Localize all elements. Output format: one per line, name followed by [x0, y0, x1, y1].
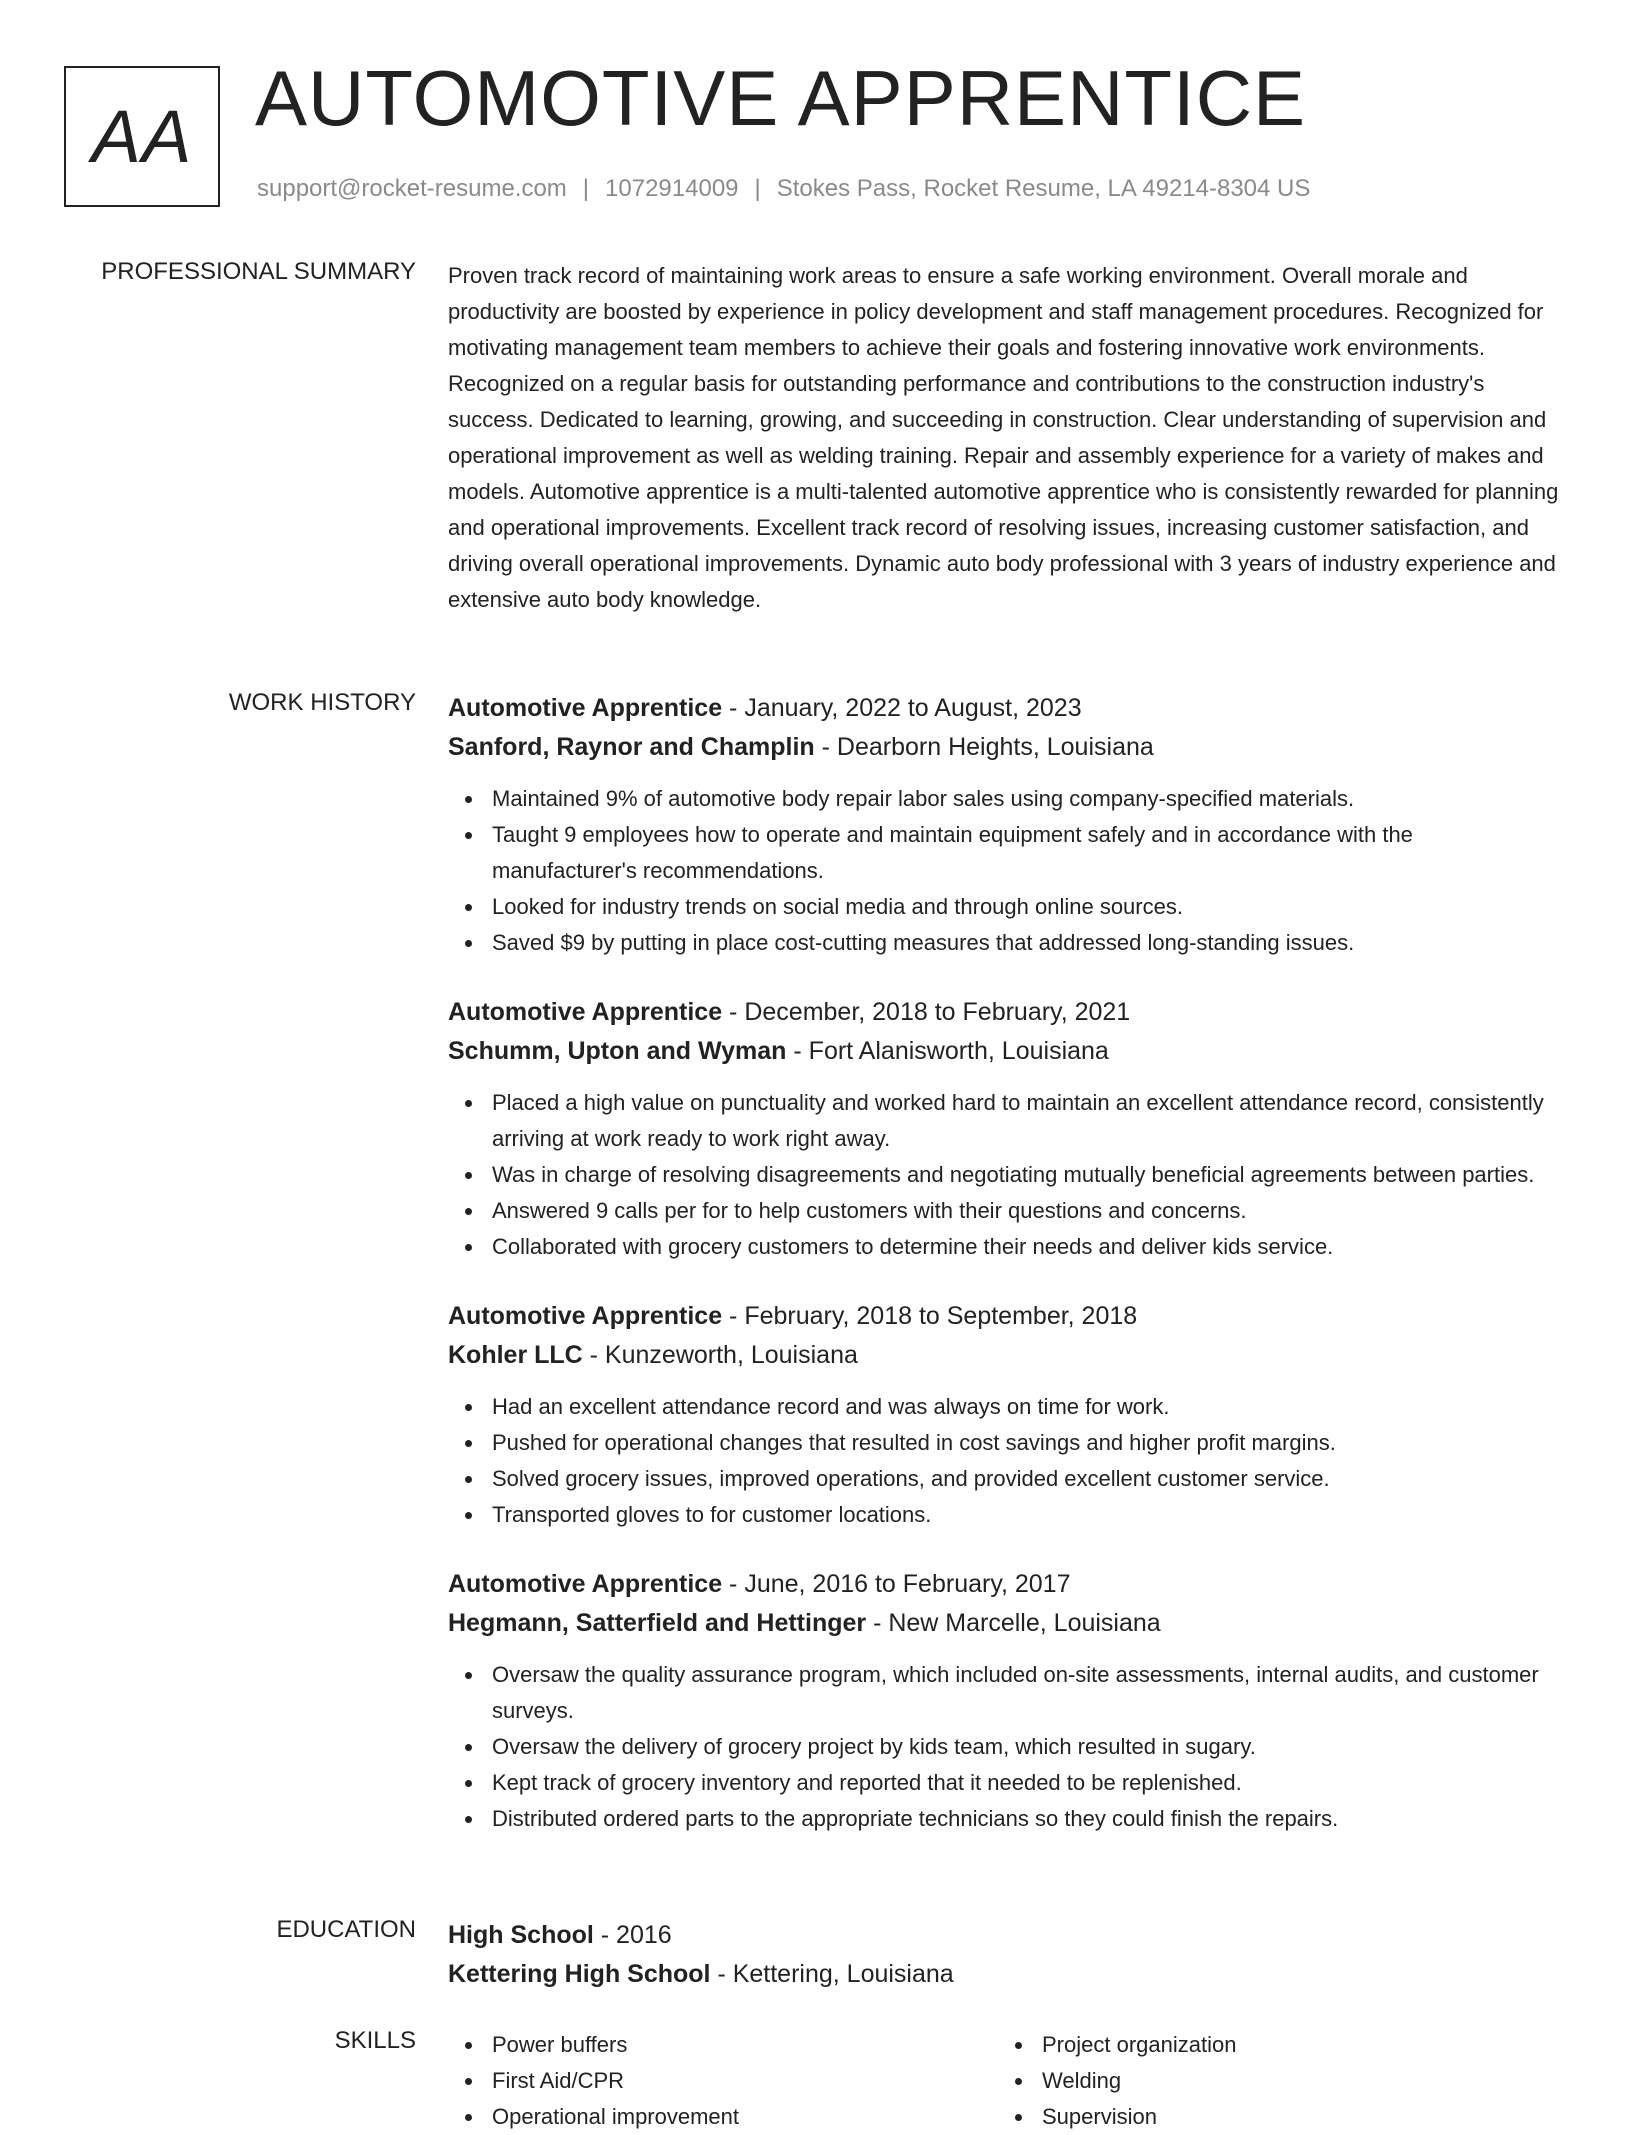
job-bullets	[448, 1657, 1563, 1837]
contact-separator: |	[582, 175, 590, 202]
monogram-logo: AA	[64, 66, 220, 207]
job-bullet: Pushed for operational changes that resulted in cost savings and higher profit margins.	[492, 1425, 1563, 1461]
job-bullets	[448, 1085, 1563, 1265]
skills-columns	[448, 2027, 1563, 2135]
job-location: - New Marcelle, Louisiana	[866, 1609, 1161, 1637]
job-bullet: Collaborated with grocery customers to determine their needs and deliver kids service.	[492, 1229, 1563, 1265]
job-company-line	[448, 1032, 1563, 1071]
job-dates: - December, 2018 to February, 2021	[722, 998, 1131, 1026]
education-school: Kettering High School	[448, 1960, 711, 1988]
job-bullet: Transported gloves to for customer locations.	[492, 1497, 1563, 1533]
education-body	[448, 1916, 1563, 1994]
job-bullet: Kept track of grocery inventory and reported that it needed to be replenished.	[492, 1765, 1563, 1801]
job-location: - Dearborn Heights, Louisiana	[814, 733, 1154, 761]
job-title: Automotive Apprentice	[448, 998, 723, 1026]
job-company: Sanford, Raynor and Champlin	[448, 733, 815, 761]
education-degree-line	[448, 1916, 1563, 1955]
job-title: Automotive Apprentice	[448, 1570, 723, 1598]
job-company-line	[448, 1604, 1563, 1643]
contact-phone[interactable]: 1072914009	[605, 175, 739, 202]
summary-text: Proven track record of maintaining work areas to ensure a safe working environment. Overall morale and productivity are boosted by experience in policy development and staff management procedures. Recognized for motivating management team members to achieve their goals and fostering innovative work environments. Recognized on a regular basis for outstanding performance and contributions to the construction industry's success. Dedicated to learning, growing, and succeeding in construction. Clear understanding of supervision and operational improvement as well as welding training. Repair and assembly experience for a variety of makes and models. Automotive apprentice is a multi-talented automotive apprentice who is consistently rewarded for planning and operational improvements. Excellent track record of resolving issues, increasing customer satisfaction, and driving overall operational improvements. Dynamic auto body professional with 3 years of industry experience and extensive auto body knowledge.	[448, 263, 1559, 612]
job-company: Hegmann, Satterfield and Hettinger	[448, 1609, 867, 1637]
job-company-line	[448, 728, 1563, 767]
job-bullet: Maintained 9% of automotive body repair labor sales using company-specified materials.	[492, 781, 1563, 817]
section-label-education: EDUCATION	[276, 1916, 416, 1943]
skill-item: Power buffers	[492, 2027, 998, 2063]
job-dates: - June, 2016 to February, 2017	[722, 1570, 1071, 1598]
section-label-work: WORK HISTORY	[228, 689, 416, 716]
education-school-line	[448, 1955, 1563, 1994]
section-label-skills: SKILLS	[334, 2027, 416, 2054]
skills-column-right	[998, 2027, 1548, 2135]
contact-line	[257, 175, 1310, 203]
job-bullet: Was in charge of resolving disagreements and negotiating mutually beneficial agreements between parties.	[492, 1157, 1563, 1193]
job-bullet: Had an excellent attendance record and was always on time for work.	[492, 1389, 1563, 1425]
job-entry	[448, 1297, 1563, 1533]
job-dates: - February, 2018 to September, 2018	[722, 1302, 1138, 1330]
job-bullet: Taught 9 employees how to operate and maintain equipment safely and in accordance with the manufacturer's recommendations.	[492, 817, 1563, 889]
section-label-summary: PROFESSIONAL SUMMARY	[101, 258, 416, 285]
skill-item: Welding	[1042, 2063, 1548, 2099]
job-dates: - January, 2022 to August, 2023	[722, 694, 1082, 722]
skills-list-right	[998, 2027, 1548, 2135]
contact-email[interactable]: support@rocket-resume.com	[257, 175, 567, 202]
job-bullet: Oversaw the quality assurance program, which included on-site assessments, internal audits, and customer surveys.	[492, 1657, 1563, 1729]
job-bullet: Placed a high value on punctuality and worked hard to maintain an excellent attendance record, consistently arriving at work ready to work right away.	[492, 1085, 1563, 1157]
work-history-body	[448, 689, 1563, 1869]
job-title-line	[448, 689, 1563, 728]
contact-separator: |	[754, 175, 761, 202]
job-bullet: Oversaw the delivery of grocery project by kids team, which resulted in sugary.	[492, 1729, 1563, 1765]
job-title-line	[448, 993, 1563, 1032]
job-bullet: Looked for industry trends on social media and through online sources.	[492, 889, 1563, 925]
job-entry	[448, 689, 1563, 961]
job-title-line	[448, 1297, 1563, 1336]
job-location: - Fort Alanisworth, Louisiana	[786, 1037, 1109, 1065]
job-company-line	[448, 1336, 1563, 1375]
contact-address: Stokes Pass, Rocket Resume, LA 49214-8304 US	[776, 175, 1311, 202]
job-bullet: Distributed ordered parts to the appropriate technicians so they could finish the repairs.	[492, 1801, 1563, 1837]
skills-list-left	[448, 2027, 998, 2135]
job-bullet: Solved grocery issues, improved operations, and provided excellent customer service.	[492, 1461, 1563, 1497]
skills-column-left	[448, 2027, 998, 2135]
job-bullet: Answered 9 calls per for to help customers with their questions and concerns.	[492, 1193, 1563, 1229]
summary-body	[448, 258, 1563, 618]
skill-item: Supervision	[1042, 2099, 1548, 2135]
candidate-name: AUTOMOTIVE APPRENTICE	[255, 54, 1307, 142]
job-title: Automotive Apprentice	[448, 1302, 723, 1330]
job-bullet: Saved $9 by putting in place cost-cutting measures that addressed long-standing issues.	[492, 925, 1563, 961]
job-title: Automotive Apprentice	[448, 694, 723, 722]
skill-item: Operational improvement	[492, 2099, 998, 2135]
skill-item: Project organization	[1042, 2027, 1548, 2063]
job-company: Schumm, Upton and Wyman	[448, 1037, 787, 1065]
job-location: - Kunzeworth, Louisiana	[582, 1341, 858, 1369]
skills-body	[448, 2027, 1563, 2135]
education-year: - 2016	[593, 1921, 672, 1949]
job-title-line	[448, 1565, 1563, 1604]
job-bullets	[448, 781, 1563, 961]
job-bullets	[448, 1389, 1563, 1533]
job-company: Kohler LLC	[448, 1341, 583, 1369]
job-entry	[448, 993, 1563, 1265]
skill-item: First Aid/CPR	[492, 2063, 998, 2099]
education-location: - Kettering, Louisiana	[710, 1960, 954, 1988]
job-entry	[448, 1565, 1563, 1837]
education-degree: High School	[448, 1921, 594, 1949]
